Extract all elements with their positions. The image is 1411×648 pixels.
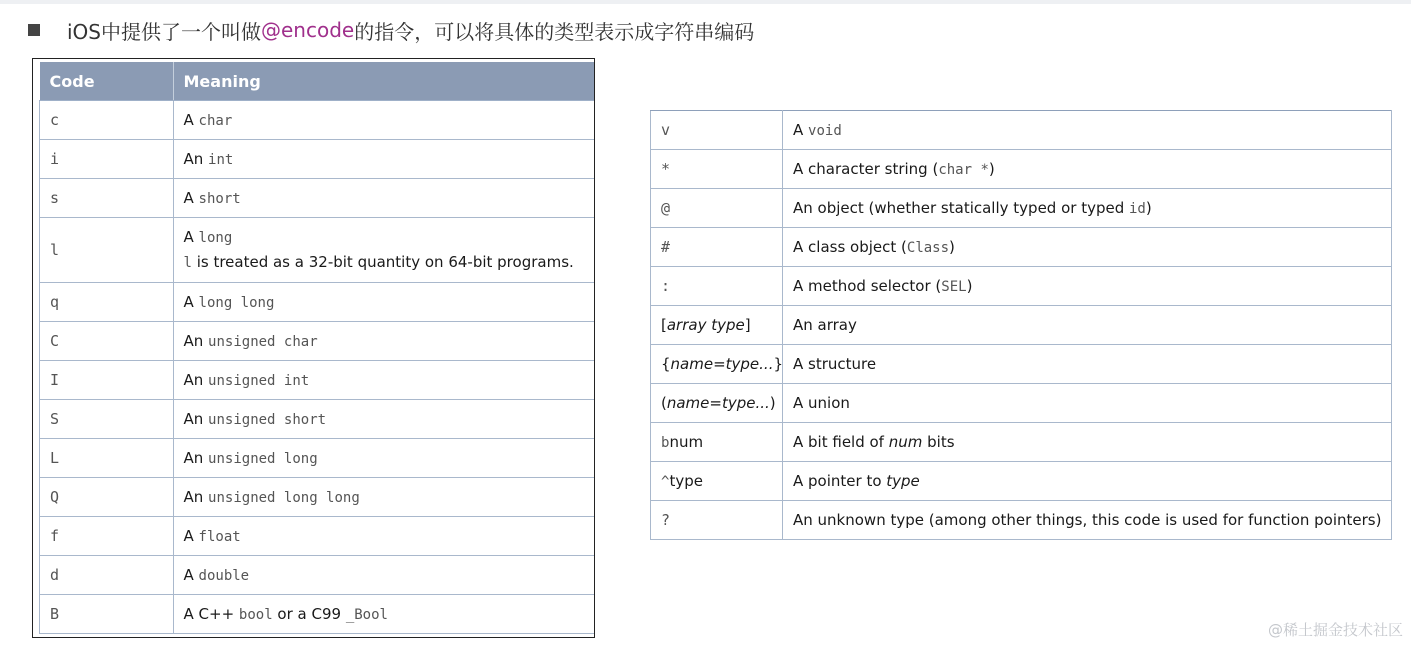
meaning-cell <box>783 111 1392 150</box>
table-row <box>651 423 1392 462</box>
code-cell: c <box>40 101 174 140</box>
code-cell: # <box>651 228 783 267</box>
meaning-cell <box>783 423 1392 462</box>
code-text: } <box>773 355 784 373</box>
code-text: ) <box>769 394 776 412</box>
meaning-text: An <box>183 448 209 467</box>
code-cell: S <box>40 400 174 439</box>
type-name: int <box>208 151 234 168</box>
header-meaning: Meaning <box>173 62 595 101</box>
code-text: ( <box>661 394 667 412</box>
table-row <box>651 462 1392 501</box>
code-cell: q <box>40 283 174 322</box>
note-code: l <box>183 255 192 271</box>
meaning-cell <box>173 361 595 400</box>
code-italic: array type <box>666 316 745 334</box>
table-row <box>651 345 1392 384</box>
code-cell: B <box>40 595 174 634</box>
meaning-text: A C++ <box>183 604 239 623</box>
meaning-cell <box>173 400 595 439</box>
type-name: SEL <box>941 279 967 295</box>
meaning-text: An <box>183 331 209 350</box>
code-cell: @ <box>651 189 783 228</box>
code-cell <box>651 345 783 384</box>
code-cell <box>651 384 783 423</box>
code-italic: name=type... <box>666 394 770 412</box>
type-name: void <box>808 123 842 139</box>
meaning-cell: An unknown type (among other things, this code is used for function pointers) <box>783 501 1392 540</box>
code-text: b <box>661 435 670 451</box>
encoding-table-left <box>39 62 595 634</box>
meaning-text: A <box>183 526 199 545</box>
code-cell <box>651 423 783 462</box>
meaning-cell: A union <box>783 384 1392 423</box>
code-cell: d <box>40 556 174 595</box>
meaning-cell <box>173 595 595 634</box>
code-cell: s <box>40 179 174 218</box>
meaning-cell <box>173 556 595 595</box>
table-row <box>651 111 1392 150</box>
code-text: ] <box>744 316 751 334</box>
meaning-cell <box>173 283 595 322</box>
type-name: char * <box>938 162 989 178</box>
code-text: { <box>661 355 671 373</box>
code-cell: i <box>40 140 174 179</box>
code-cell: I <box>40 361 174 400</box>
meaning-text: ) <box>1145 199 1152 217</box>
meaning-cell <box>173 101 595 140</box>
meaning-text: A <box>183 188 199 207</box>
meaning-text: A method selector ( <box>793 277 942 295</box>
code-cell: Q <box>40 478 174 517</box>
meaning-text: An <box>183 409 209 428</box>
meaning-cell <box>173 140 595 179</box>
meaning-cell <box>783 150 1392 189</box>
type-name: double <box>198 567 250 584</box>
code-cell: * <box>651 150 783 189</box>
type-name: Class <box>906 240 950 256</box>
table-row <box>40 361 595 400</box>
meaning-text: A bit field of <box>793 433 889 451</box>
type-name: float <box>198 528 241 545</box>
code-cell: f <box>40 517 174 556</box>
left-table-frame <box>32 58 595 638</box>
table-row <box>40 556 595 595</box>
meaning-text: A <box>793 121 809 139</box>
meaning-text: A character string ( <box>793 160 939 178</box>
meaning-text: or a C99 <box>272 604 346 623</box>
type-name: unsigned char <box>208 333 318 350</box>
meaning-text: A <box>183 565 199 584</box>
note-text: is treated as a 32-bit quantity on 64-bit programs. <box>191 253 574 271</box>
meaning-text: bits <box>922 433 955 451</box>
heading-suffix: 的指令，可以将具体的类型表示成字符串编码 <box>354 19 755 44</box>
meaning-cell <box>173 517 595 556</box>
meaning-text: ) <box>949 238 955 256</box>
watermark: @稀土掘金技术社区 <box>1267 621 1403 639</box>
type-name: char <box>198 112 233 129</box>
encoding-table-right <box>650 110 1392 540</box>
code-cell: v <box>651 111 783 150</box>
code-text: [ <box>661 316 667 334</box>
code-cell: l <box>40 218 174 283</box>
type-name: id <box>1129 201 1146 217</box>
meaning-cell <box>173 322 595 361</box>
meaning-text: An <box>183 149 209 168</box>
meaning-text: A class object ( <box>793 238 907 256</box>
table-row <box>651 384 1392 423</box>
code-cell <box>651 462 783 501</box>
heading-highlight: @encode <box>261 18 355 42</box>
table-row <box>40 439 595 478</box>
meaning-cell: A structure <box>783 345 1392 384</box>
table-row <box>651 306 1392 345</box>
table-row <box>40 478 595 517</box>
table-row <box>651 267 1392 306</box>
table-row <box>651 501 1392 540</box>
type-name: short <box>198 190 241 207</box>
meaning-text: An <box>183 370 209 389</box>
square-bullet-icon <box>28 24 40 36</box>
code-text: type <box>669 472 703 490</box>
meaning-italic: type <box>886 472 920 490</box>
type-name: unsigned short <box>208 411 327 428</box>
code-cell: : <box>651 267 783 306</box>
meaning-cell <box>173 478 595 517</box>
table-row <box>40 517 595 556</box>
table-row <box>40 179 595 218</box>
meaning-text: A <box>183 228 199 246</box>
meaning-text: An <box>183 487 209 506</box>
meaning-italic: num <box>888 433 923 451</box>
table-row <box>651 150 1392 189</box>
code-cell: L <box>40 439 174 478</box>
meaning-text: ) <box>988 160 995 178</box>
type-name: unsigned int <box>208 372 310 389</box>
meaning-cell <box>173 179 595 218</box>
heading-prefix: iOS中提供了一个叫做 <box>67 19 261 44</box>
top-strip <box>0 0 1411 4</box>
meaning-text: ) <box>966 277 973 295</box>
table-row <box>40 140 595 179</box>
meaning-text: A <box>183 292 199 311</box>
meaning-cell <box>783 462 1392 501</box>
meaning-cell: An array <box>783 306 1392 345</box>
meaning-cell <box>783 228 1392 267</box>
type-name: long <box>198 230 233 246</box>
meaning-text: A pointer to <box>793 472 887 490</box>
code-cell: C <box>40 322 174 361</box>
table-header-row <box>40 62 595 101</box>
table-row <box>651 189 1392 228</box>
table-row <box>40 218 595 283</box>
code-cell <box>651 306 783 345</box>
type-name: unsigned long long <box>208 489 360 506</box>
meaning-cell <box>783 189 1392 228</box>
table-row <box>40 322 595 361</box>
table-row <box>40 595 595 634</box>
code-text: num <box>669 433 704 451</box>
type-name: bool <box>238 606 273 623</box>
table-row <box>40 400 595 439</box>
table-row <box>651 228 1392 267</box>
table-row <box>40 283 595 322</box>
type-name: long long <box>198 294 275 311</box>
type-name: _Bool <box>345 606 388 623</box>
page-heading <box>28 16 754 44</box>
meaning-cell <box>173 439 595 478</box>
code-italic: name=type... <box>670 355 774 373</box>
header-code: Code <box>40 62 174 101</box>
table-row <box>40 101 595 140</box>
meaning-cell <box>783 267 1392 306</box>
code-text: ^ <box>661 474 670 490</box>
meaning-text: An object (whether statically typed or typed <box>793 199 1129 217</box>
meaning-text: A <box>183 110 199 129</box>
meaning-cell <box>173 218 595 283</box>
type-name: unsigned long <box>208 450 318 467</box>
code-cell: ? <box>651 501 783 540</box>
